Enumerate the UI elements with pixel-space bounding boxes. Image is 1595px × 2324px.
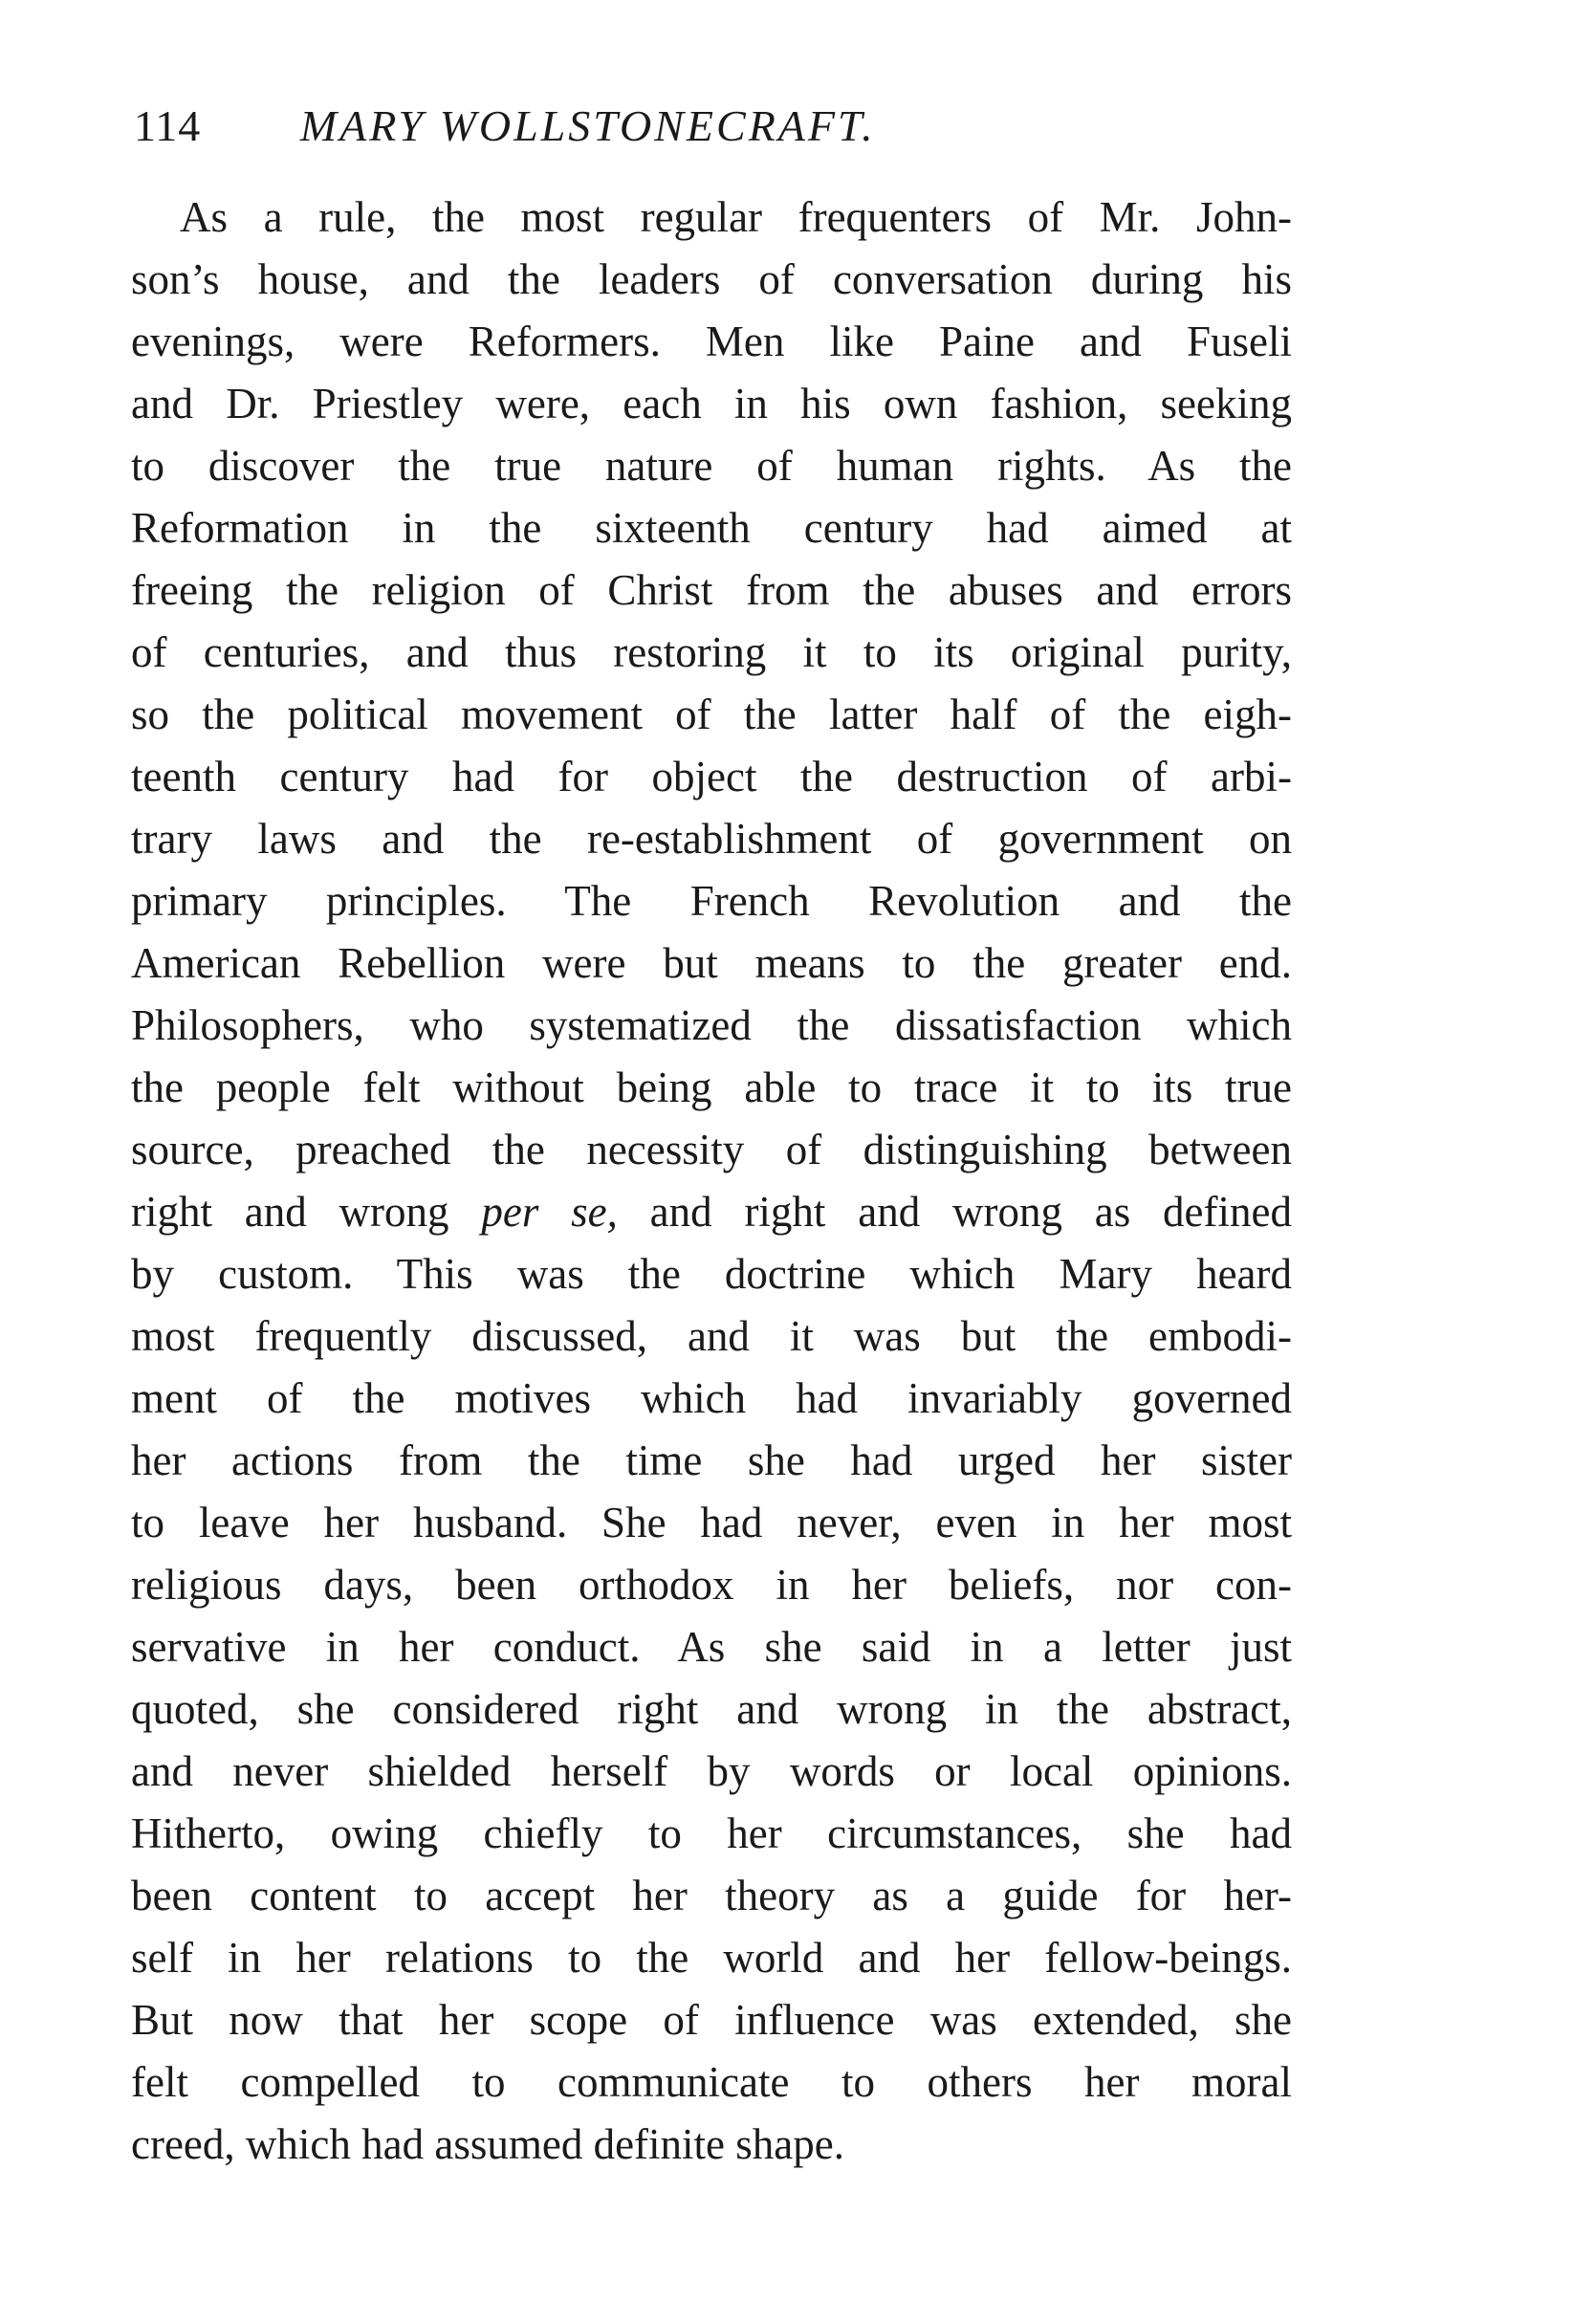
text-line: servative in her conduct. As she said in a letter just (131, 1623, 1292, 1671)
text-run: and right and wrong as defined (617, 1188, 1292, 1236)
text-line: most frequently discussed, and it was but the embodi- (131, 1312, 1292, 1360)
text-line: freeing the religion of Christ from the abuses and errors (131, 566, 1292, 614)
text-run: right and wrong (131, 1188, 482, 1236)
text-line: source, preached the necessity of distinguishing between (131, 1126, 1292, 1173)
text-line: the people felt without being able to trace it to its true (131, 1063, 1292, 1111)
text-line: her actions from the time she had urged her sister (131, 1436, 1292, 1484)
text-line: religious days, been orthodox in her beliefs, nor con- (131, 1561, 1292, 1609)
italic-phrase: per se, (481, 1188, 618, 1236)
text-line: evenings, were Reformers. Men like Paine and Fuseli (131, 318, 1292, 365)
text-line: Philosophers, who systematized the dissatisfaction which (131, 1001, 1292, 1049)
text-line: trary laws and the re-establishment of government on (131, 815, 1292, 863)
text-line: and Dr. Priestley were, each in his own fashion, seeking (131, 380, 1292, 428)
text-line: But now that her scope of influence was extended, she (131, 1996, 1292, 2044)
text-line: teenth century had for object the destruction of arbi- (131, 753, 1292, 800)
text-line: creed, which had assumed definite shape. (131, 2120, 844, 2168)
text-line: of centuries, and thus restoring it to its original purity, (131, 628, 1292, 676)
text-line: American Rebellion were but means to the greater end. (131, 939, 1292, 987)
text-line: son’s house, and the leaders of conversation during his (131, 255, 1292, 303)
text-line: Hitherto, owing chiefly to her circumstances, she had (131, 1809, 1292, 1857)
text-line: As a rule, the most regular frequenters of Mr. John- (180, 193, 1292, 241)
text-line: self in her relations to the world and her fellow-beings. (131, 1934, 1292, 1982)
text-line: primary principles. The French Revolution and the (131, 877, 1292, 925)
running-head (134, 88, 1281, 164)
text-line: and never shielded herself by words or local opinions. (131, 1747, 1292, 1795)
text-line: felt compelled to communicate to others her moral (131, 2058, 1292, 2106)
text-line: to leave her husband. She had never, even in her most (131, 1499, 1292, 1546)
text-line: to discover the true nature of human rights. As the (131, 442, 1292, 490)
text-line: ment of the motives which had invariably governed (131, 1374, 1292, 1422)
text-line: so the political movement of the latter half of the eigh- (131, 691, 1292, 738)
text-line: Reformation in the sixteenth century had aimed at (131, 504, 1292, 552)
text-line: by custom. This was the doctrine which Mary heard (131, 1250, 1292, 1298)
page-number: 114 (134, 101, 202, 150)
text-line-italic (131, 1181, 1292, 1242)
running-title: MARY WOLLSTONECRAFT. (299, 101, 876, 150)
text-line: quoted, she considered right and wrong in the abstract, (131, 1685, 1292, 1733)
text-line: been content to accept her theory as a guide for her- (131, 1872, 1292, 1919)
